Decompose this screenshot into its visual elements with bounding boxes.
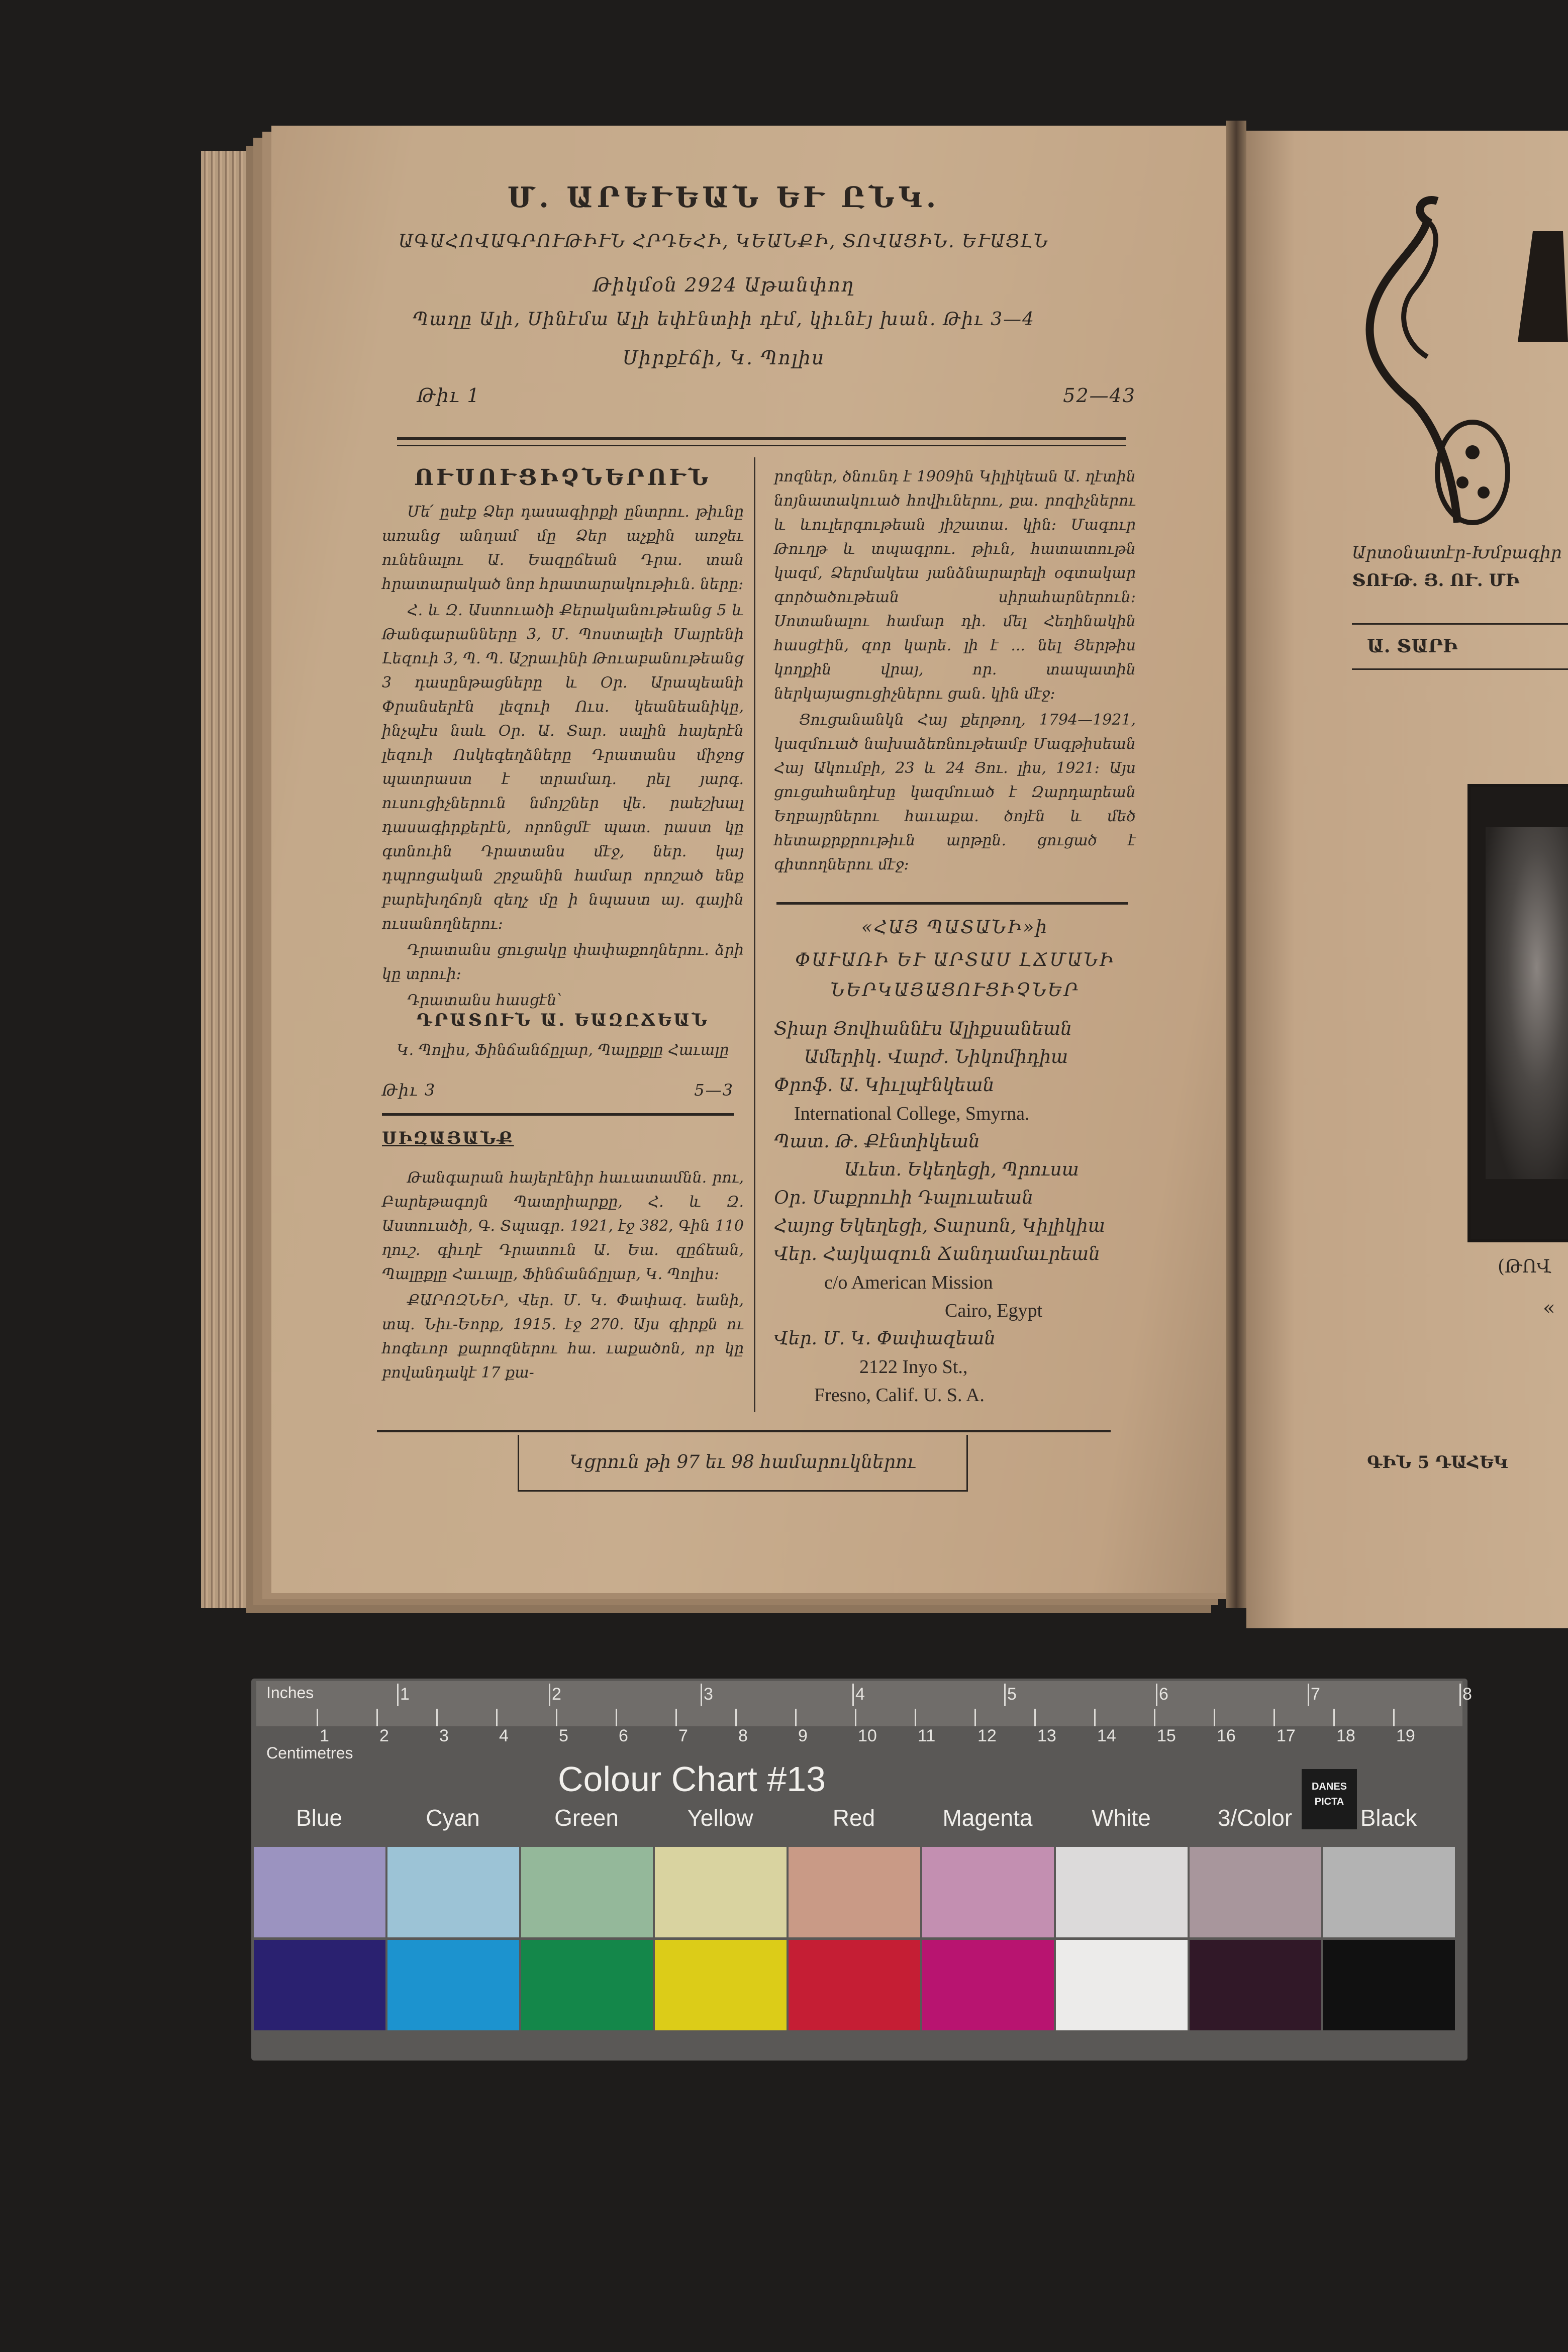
inch-number: 3 — [704, 1685, 713, 1704]
cm-tick — [795, 1709, 797, 1726]
inch-tick — [397, 1684, 399, 1706]
cm-number: 9 — [798, 1726, 808, 1745]
inch-number: 5 — [1007, 1685, 1017, 1704]
cm-number: 11 — [918, 1726, 936, 1745]
left-rule — [382, 1113, 734, 1116]
bottom-rule — [377, 1430, 1111, 1432]
rep-line: International College, Smyrna. — [794, 1103, 1030, 1124]
swatch-dark — [387, 1940, 519, 2030]
cm-tick — [1094, 1709, 1096, 1726]
inch-number: 4 — [855, 1685, 865, 1704]
cm-number: 14 — [1097, 1726, 1116, 1745]
cm-number: 10 — [858, 1726, 877, 1745]
paragraph: Դրատանս ցուցակը փափաքողներու. ձրի կը տրուի։ — [382, 941, 744, 983]
swatch-dark — [521, 1940, 653, 2030]
cm-number: 15 — [1157, 1726, 1176, 1745]
paragraph: ՔԱՐՈԶՆԵՐ, Վեր. Մ. Կ. Փափազ. եանի, տպ. Նիւ-Եորք, 1915. էջ 270. Այս գիրքն ու հոգեւոր քարոզներու հա. ւաքածոն, որ կը բովանդակէ 17 քա- — [382, 1292, 744, 1382]
cm-number: 7 — [678, 1726, 688, 1745]
rep-line: c/o American Mission — [824, 1272, 993, 1293]
inch-tick — [701, 1684, 702, 1706]
centimetres-label: Centimetres — [266, 1744, 353, 1762]
rep-line: Աւետ. Եկեղեցի, Պրուսա — [844, 1159, 1079, 1180]
inch-number: 7 — [1311, 1685, 1320, 1704]
footer-box: Կցրուն թի 97 եւ 98 համարուկներու — [518, 1435, 968, 1492]
right-page-rule — [1352, 623, 1568, 625]
header-line-3: Թիկմօն 2924 Աթանփող — [593, 274, 855, 296]
header-rule — [397, 437, 1126, 440]
left-number-right: 5—3 — [694, 1081, 734, 1100]
swatch-light — [1323, 1847, 1455, 1937]
cm-number: 3 — [439, 1726, 449, 1745]
left-number-left: Թիւ 3 — [382, 1081, 436, 1100]
figure-quote: « — [1543, 1297, 1555, 1320]
swatch-light — [254, 1847, 385, 1937]
rep-line: Cairo, Egypt — [945, 1300, 1043, 1321]
rep-line: Fresno, Calif. U. S. A. — [814, 1385, 985, 1406]
swatch-label: Magenta — [942, 1805, 1033, 1831]
cm-tick — [974, 1709, 976, 1726]
cm-number: 4 — [499, 1726, 509, 1745]
swatch-light — [387, 1847, 519, 1937]
inch-tick — [852, 1684, 854, 1706]
cm-tick — [915, 1709, 916, 1726]
inch-number: 1 — [400, 1685, 410, 1704]
swatch-label: Black — [1360, 1805, 1417, 1831]
cm-number: 17 — [1277, 1726, 1296, 1745]
cm-tick — [855, 1709, 856, 1726]
cm-tick — [1333, 1709, 1335, 1726]
right-rule — [776, 902, 1128, 905]
address-name: ԴՐԱՏՈՒՆ Ա. ԵԱԶԸՃԵԱՆ — [416, 1010, 710, 1030]
reps-heading-3: ՆԵՐԿԱՅԱՑՈՒՑԻՉՆԵՐ — [830, 980, 1080, 1001]
header-line-5: Սիրքէճի, Կ. Պոլիս — [622, 347, 825, 369]
cm-tick — [1214, 1709, 1215, 1726]
right-column-body — [774, 465, 1136, 879]
rep-line: Ամերիկ. Վարժ. Նիկոմիդիա — [804, 1047, 1068, 1067]
figure-caption: (ԹՈՎ — [1498, 1256, 1551, 1277]
price-label: ԳԻՆ 5 ԴԱՀԵԿ — [1367, 1452, 1508, 1473]
paragraph: Հ. և Զ. Աստուածի Քերականութեանց 5 և Թանգարանները 3, Մ. Պոստալեի Մայրենի Լեզուի 3, Պ. Պ. Աշրաւինի Թուաբանութեանց 3 դասընթացները և Օր. Արապեանի Փրանսերէն լեզուի Ուս. կեանեանիկը, ինչպէս նաև Օր. Ա. Տար. սալին հայերէն լեզուի Ոսկեգեղձները Դրատանս միջոց պատրաստ է տրամադ. րել յարգ. ուսուցիչներուն նմոյշներ վե. րաեշխալ դասագիրքերէն, որոնցմէ պատ. րաստ կը գտնուին Դրատանս մէջ, ներ. կայ դպրոցական շրջանին համար որոշած ենք բարեխղճոյն զեղչ մը ի նպաստ այ. գային ուսանողներու։ — [382, 602, 744, 933]
cm-number: 1 — [320, 1726, 329, 1745]
photo-frame — [1467, 784, 1568, 1242]
inch-number: 2 — [552, 1685, 561, 1704]
editor-name: ՏՈՒԹ. Յ. ՈՒ. ՄԻ — [1352, 570, 1520, 591]
cm-tick — [735, 1709, 737, 1726]
peacock-illustration — [1352, 191, 1568, 543]
swatch-label: Green — [554, 1805, 619, 1831]
header-number-left: Թիւ 1 — [417, 384, 480, 407]
swatch-light — [1056, 1847, 1188, 1937]
cm-number: 8 — [738, 1726, 748, 1745]
rep-line: Վեր. Հայկազուն Ճանդամաւրեան — [774, 1244, 1101, 1264]
swatch-label: 3/Color — [1217, 1805, 1293, 1831]
cm-tick — [1034, 1709, 1036, 1726]
representatives-list — [774, 1015, 1136, 1409]
cm-tick — [376, 1709, 378, 1726]
book-gutter — [1226, 121, 1246, 1608]
header-rule-thin — [397, 445, 1126, 446]
swatch-light — [1190, 1847, 1321, 1937]
swatch-light — [922, 1847, 1054, 1937]
swatch-label: Cyan — [426, 1805, 480, 1831]
cm-number: 13 — [1037, 1726, 1056, 1745]
swatch-light — [655, 1847, 787, 1937]
cm-number: 6 — [619, 1726, 628, 1745]
cm-number: 2 — [379, 1726, 389, 1745]
chart-title: Colour Chart #13 — [558, 1759, 826, 1799]
swatch-dark — [254, 1940, 385, 2030]
inch-tick — [1004, 1684, 1006, 1706]
year-label: Ա. ՏԱՐԻ — [1367, 636, 1457, 657]
rep-line: Տիար Յովհաննէս Ալիքսանեան — [774, 1019, 1072, 1039]
swatch-dark — [1056, 1940, 1188, 2030]
editor-caption: Արտօնատէր-Խմբագիր — [1352, 543, 1562, 563]
swatch-dark — [789, 1940, 920, 2030]
swatch-label: Yellow — [687, 1805, 753, 1831]
swatch-light — [521, 1847, 653, 1937]
swatch-light — [789, 1847, 920, 1937]
swatch-label: Red — [832, 1805, 875, 1831]
swatch-dark — [1323, 1940, 1455, 2030]
inch-tick — [1156, 1684, 1157, 1706]
inches-label: Inches — [266, 1684, 314, 1702]
rep-line: Պատ. Թ. Քէնտիկեան — [774, 1131, 980, 1152]
inch-number: 8 — [1462, 1685, 1472, 1704]
cm-number: 19 — [1396, 1726, 1415, 1745]
cm-tick — [496, 1709, 498, 1726]
inch-number: 6 — [1159, 1685, 1168, 1704]
inch-tick — [549, 1684, 550, 1706]
cm-tick — [675, 1709, 677, 1726]
left-column-body — [382, 500, 744, 1015]
cm-tick — [616, 1709, 617, 1726]
cm-number: 18 — [1336, 1726, 1355, 1745]
cm-tick — [556, 1709, 557, 1726]
right-page-rule-2 — [1352, 668, 1568, 670]
cm-tick — [317, 1709, 318, 1726]
rep-line: Փրոֆ. Ա. Կիւլպէնկեան — [774, 1075, 995, 1096]
swatch-dark — [922, 1940, 1054, 2030]
photo — [1486, 827, 1568, 1179]
page-title: Մ. ԱՐԵՒԵԱՆ ԵՒ ԸՆԿ. — [507, 181, 940, 214]
paragraph: Դրատանս հասցէն՝ — [407, 992, 562, 1009]
cm-number: 5 — [559, 1726, 568, 1745]
paragraph: Մե՛ ըսէք Ձեր դասագիրքի ընտրու. թիւնը առանց անդամ մը Ձեր աչքին առջեւ ունենալու Ա. Եազըճեան Դրա. տան հրատարակած նոր հրատարակութիւն. ները։ — [382, 503, 744, 593]
inch-tick — [1459, 1684, 1461, 1706]
left-column-heading: ՈՒՍՈՒՑԻՉՆԵՐՈՒՆ — [414, 465, 712, 491]
reps-heading-1: «ՀԱՅ ՊԱՏԱՆԻ»ի — [861, 917, 1049, 938]
swatch-label: White — [1092, 1805, 1151, 1831]
cm-tick — [1273, 1709, 1275, 1726]
inch-tick — [1308, 1684, 1309, 1706]
column-divider — [754, 457, 755, 1412]
swatch-dark — [1190, 1940, 1321, 2030]
reps-heading-2: ՓԱՒԱՌԻ ԵՒ ԱՐՏԱՍ ԼՃՄԱՆԻ — [795, 950, 1115, 970]
header-line-4: Պաղը Ալի, Սինէմա Ալի եփէնտիի դէմ, կիւնէյ խան. Թիւ 3—4 — [412, 309, 1035, 330]
rep-line: Օր. Մաքրուհի Դալուաեան — [774, 1188, 1034, 1208]
cm-tick — [1393, 1709, 1395, 1726]
ads-body — [382, 1166, 744, 1387]
paragraph: Ցուցանանկն Հայ քերթող, 1794—1921, կազմուած նախաձեռնութեամբ Մագթիսեան Հայ Ակումբի, 23 և 24 Յու. լիս, 1921։ Այս ցուցահանդէսը կազմուած է Զարդարեան Եղբայրներու հաւաքա. ծոյէն և մեծ հետաքրքրութիւն արթըն. ցուցած է գիտողներու մէջ։ — [774, 711, 1136, 873]
paragraph: Թանգարան հայերէնիր հաւատամնն. րու, Բարեթագոյն Պատրիարքը, Հ. և Զ. Աստուածի, Գ. Տպագր. 1921, էջ 382, Գին 110 ղուշ. գիւղէ Դրատուն Ա. Եա. զըճեան, Պալըքլը Հաւալը, Ֆինճանճըլար, Կ. Պոլիս։ — [382, 1169, 744, 1283]
rep-line: 2122 Inyo St., — [859, 1356, 968, 1378]
swatch-label: Blue — [296, 1805, 343, 1831]
cm-tick — [436, 1709, 438, 1726]
rep-line: Վեր. Մ. Կ. Փափազեան — [774, 1328, 996, 1349]
brand-logo: DANES PICTA — [1302, 1769, 1357, 1829]
cm-number: 12 — [977, 1726, 997, 1745]
rep-line: Հայոց Եկեղեցի, Տարսոն, Կիլիկիա — [774, 1216, 1105, 1236]
swatch-dark — [655, 1940, 787, 2030]
cm-number: 16 — [1217, 1726, 1236, 1745]
header-subtitle: ԱԳԱՀՈՎԱԳՐՈՒԹԻՒՆ ՀՐԴԵՀԻ, ԿԵԱՆՔԻ, ՏՈՎԱՑԻՆ. ԵՒԱՑԼՆ — [398, 231, 1049, 252]
header-number-right: 52—43 — [1063, 384, 1136, 407]
paragraph: րոզներ, ծնունդ է 1909ին Կիլիկեան Ա. ղէտին նոյնատակուած հովիւներու, քա. րոզիչներու և ևուլերգութեան յիշատա. կին։ Մագուր Թուղթ և տպագրու. թիւն, հատատութն կազմ, Ձերմակեա յանձնարարելի օգտակար գործածութեան սիրահարներուն։ Սոտանալու համար դի. մել Հեղինակին հասցէին, զոր կարե. լի է ... նել Յերթիս կողքին վրայ, որ. տապատին ներկայացուցիչներու ցան. կին մէջ։ — [774, 468, 1136, 703]
ads-heading: ՍԻԶԱՅԱՆՔ — [382, 1128, 514, 1148]
cm-tick — [1154, 1709, 1155, 1726]
address-line: Կ. Պոլիս, Ֆինճանճըլար, Պալըքլը Հաւալը — [397, 1041, 729, 1059]
